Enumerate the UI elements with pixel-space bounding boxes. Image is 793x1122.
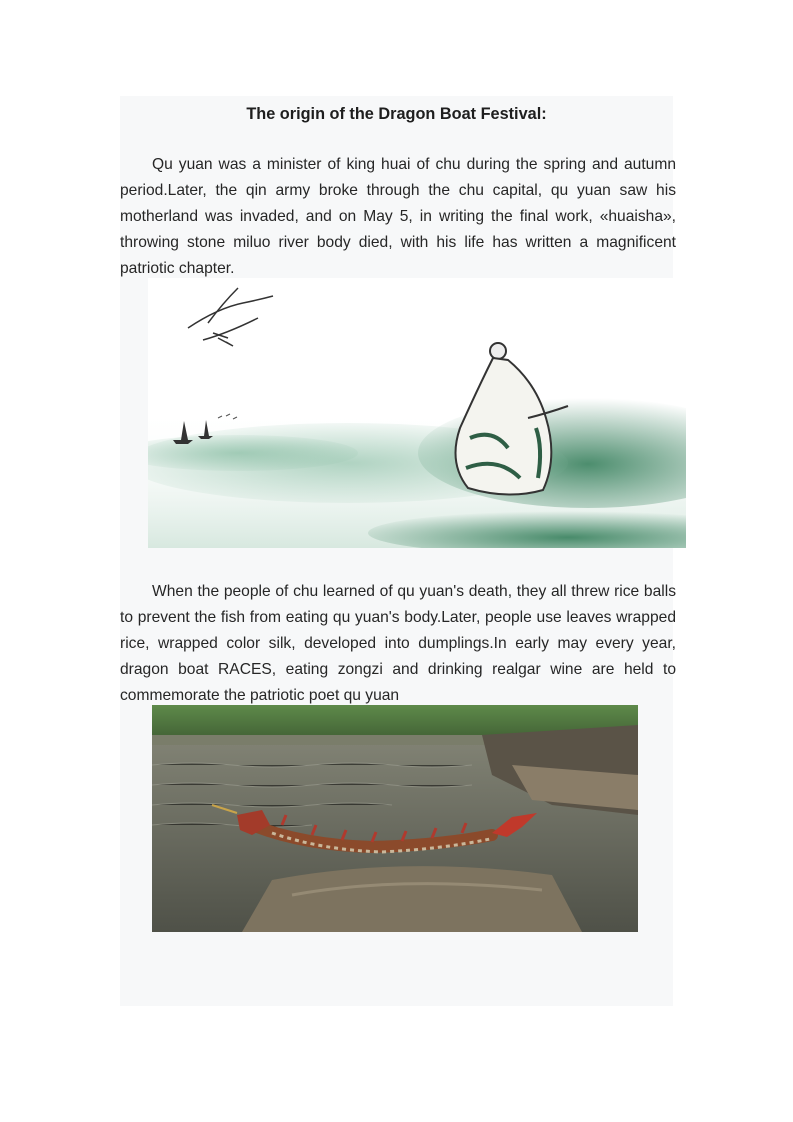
paragraph-2: When the people of chu learned of qu yuan's death, they all threw rice balls to prevent the fish from eating qu yuan's body.Later, people use leaves wrapped rice, wrapped color silk, developed into dumplings.In early may every year, dragon boat RACES, eating zongzi and drinking realgar wine are held to commemorate the patriotic poet qu yuan [120, 583, 676, 704]
page-title: The origin of the Dragon Boat Festival: [246, 105, 547, 123]
qu-yuan-ink-painting [148, 278, 686, 548]
dragon-boat-model-photo [152, 705, 638, 932]
paragraph-1: Qu yuan was a minister of king huai of chu during the spring and autumn period.Later, the qin army broke through the chu capital, qu yuan saw his motherland was invaded, and on May 5, in writing the final work, «huaisha», throwing stone miluo river body died, with his life has written a magnificent patriotic chapter. [120, 156, 676, 277]
